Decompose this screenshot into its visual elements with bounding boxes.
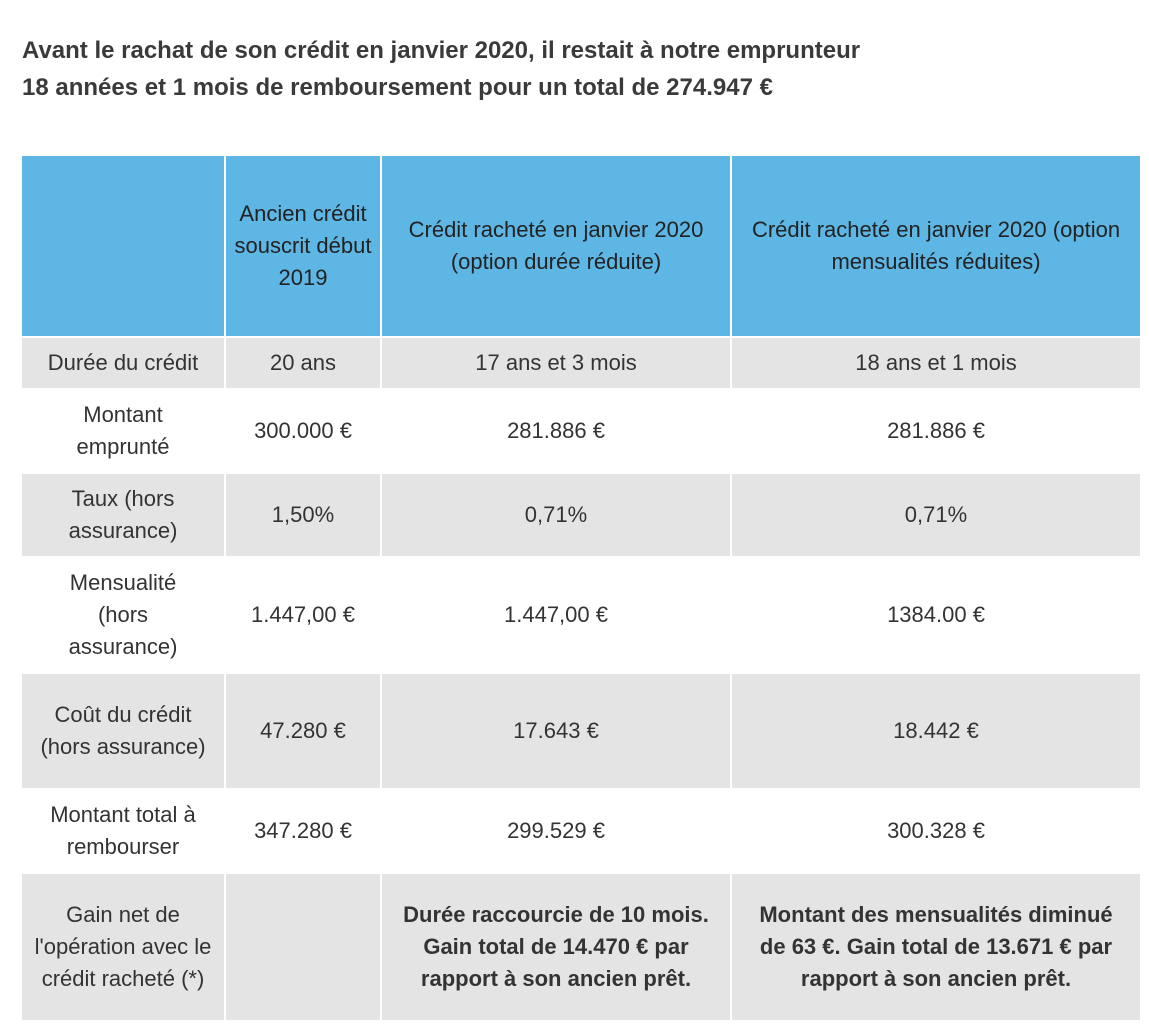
cell-ancien: 300.000 € <box>226 390 380 474</box>
table-row <box>22 558 1140 674</box>
cell-option-mensualites: 18.442 € <box>732 674 1140 790</box>
table-header-row <box>22 156 1140 338</box>
table-row <box>22 674 1140 790</box>
row-label: Gain net de l'opération avec le crédit racheté (*) <box>22 874 224 1022</box>
row-label: Montant total à rembourser <box>22 790 224 874</box>
table-row <box>22 474 1140 558</box>
cell-option-duree-gain: Durée raccourcie de 10 mois. Gain total de 14.470 € par rapport à son ancien prêt. <box>382 874 730 1022</box>
cell-option-duree: 1.447,00 € <box>382 558 730 674</box>
cell-ancien <box>226 874 380 1022</box>
cell-option-mensualites: 0,71% <box>732 474 1140 558</box>
row-label: Montant emprunté <box>22 390 224 474</box>
row-label: Durée du crédit <box>22 338 224 390</box>
table-row <box>22 390 1140 474</box>
cell-ancien: 20 ans <box>226 338 380 390</box>
cell-option-mensualites: 281.886 € <box>732 390 1140 474</box>
row-label: Coût du crédit (hors assurance) <box>22 674 224 790</box>
header-option-duree: Crédit racheté en janvier 2020 (option durée réduite) <box>382 156 730 338</box>
table-row <box>22 338 1140 390</box>
cell-option-duree: 299.529 € <box>382 790 730 874</box>
header-ancien-credit: Ancien crédit souscrit début 2019 <box>226 156 380 338</box>
cell-option-mensualites: 300.328 € <box>732 790 1140 874</box>
cell-option-duree: 17 ans et 3 mois <box>382 338 730 390</box>
cell-option-duree: 0,71% <box>382 474 730 558</box>
header-empty <box>22 156 224 338</box>
row-label: Mensualité (hors assurance) <box>22 558 224 674</box>
credit-comparison-table <box>20 156 1142 1022</box>
cell-option-duree: 281.886 € <box>382 390 730 474</box>
table-row <box>22 874 1140 1022</box>
cell-ancien: 1.447,00 € <box>226 558 380 674</box>
cell-ancien: 347.280 € <box>226 790 380 874</box>
table-row <box>22 790 1140 874</box>
cell-option-mensualites-gain: Montant des mensualités diminué de 63 €. Gain total de 13.671 € par rapport à son ancien prêt. <box>732 874 1140 1022</box>
cell-option-mensualites: 18 ans et 1 mois <box>732 338 1140 390</box>
header-option-mensualites: Crédit racheté en janvier 2020 (option mensualités réduites) <box>732 156 1140 338</box>
row-label: Taux (hors assurance) <box>22 474 224 558</box>
heading-line-1: Avant le rachat de son crédit en janvier 2020, il restait à notre emprunteur <box>22 37 861 64</box>
cell-option-duree: 17.643 € <box>382 674 730 790</box>
cell-option-mensualites: 1384.00 € <box>732 558 1140 674</box>
cell-ancien: 47.280 € <box>226 674 380 790</box>
page-heading <box>22 32 1122 106</box>
heading-line-2: 18 années et 1 mois de remboursement pour un total de 274.947 € <box>22 74 773 101</box>
cell-ancien: 1,50% <box>226 474 380 558</box>
